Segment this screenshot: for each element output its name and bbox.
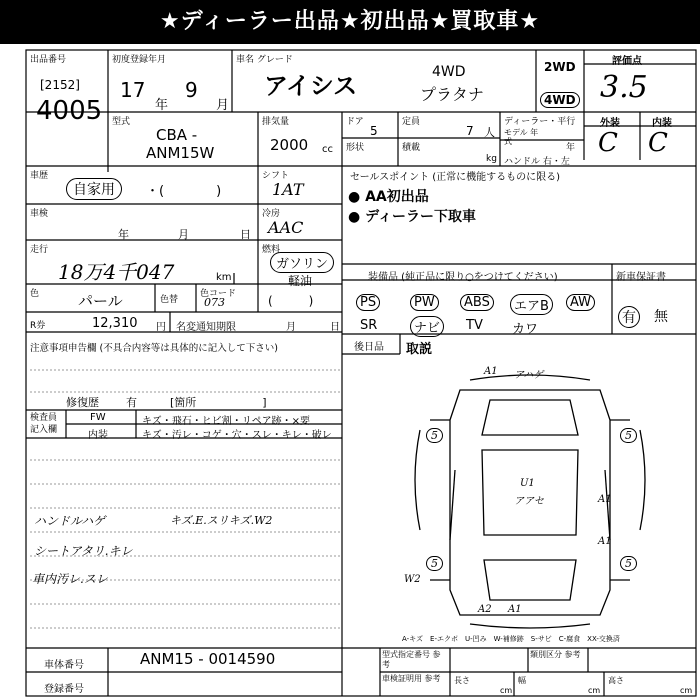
color-change-label: 色替: [160, 295, 179, 305]
shift-value: 1AT: [272, 180, 304, 199]
sales-item-2-text: ディーラー下取車: [365, 209, 476, 225]
shaken-year: 年: [118, 228, 129, 241]
inspector-int-text: キズ・汚レ・コゲ・穴・スレ・キレ・破レ: [142, 430, 332, 441]
mileage-unit: km: [216, 272, 232, 283]
mark-a-ase: アアセ: [514, 496, 544, 507]
equip-aw: AW: [566, 294, 595, 311]
shaken-label: 車検: [30, 209, 49, 219]
class-label: 類別区分 参考: [530, 650, 581, 659]
mileage-value: 18万4千047: [58, 260, 175, 284]
year-label: 年: [566, 143, 576, 153]
drive-text: 4WD: [432, 64, 466, 80]
year-unit: 年: [155, 98, 169, 113]
chassis-value: ANM15 - 0014590: [140, 650, 276, 668]
inspector-fw: FW: [90, 412, 106, 423]
type-number-label: 型式指定番号 参考: [382, 650, 441, 669]
recycle-unit: 円: [156, 322, 166, 333]
model-year-label: モデル 年式: [504, 128, 539, 146]
handle-label: ハンドル 右・左: [504, 157, 570, 167]
drive-label: 2WD: [544, 60, 576, 74]
repair-value: 有: [126, 396, 137, 409]
car-name: アイシス: [264, 72, 358, 100]
mark-5-front-left: 5: [426, 428, 443, 443]
mark-u1: U1: [520, 478, 535, 489]
equip-tv: TV: [466, 318, 483, 333]
doors: 5: [370, 124, 378, 138]
shape-label: 形状: [346, 143, 365, 153]
note-1: ハンドルハゲ: [34, 514, 106, 528]
name-label: 車名 グレード: [236, 55, 293, 65]
reg-label: 初度登録年月: [112, 55, 167, 65]
sales-item-1: ● AA初出品: [348, 189, 429, 205]
load-label: 積載: [402, 143, 421, 153]
warranty-yes: 有: [618, 306, 640, 328]
interior-grade: C: [648, 128, 668, 158]
sales-item-1-text: AA初出品: [365, 189, 429, 205]
equip-ps: PS: [356, 294, 380, 311]
ac-label: 冷房: [262, 209, 281, 219]
lot-number: 4005: [36, 96, 103, 126]
mark-a2: A2: [478, 604, 492, 615]
color-code: 073: [204, 296, 225, 309]
tax-day: 日: [330, 322, 340, 333]
model-2: ANM15W: [146, 144, 215, 162]
cert-label: 車検証明用 参考: [382, 674, 441, 683]
drive-value: 4WD: [540, 92, 580, 108]
length-label: 長さ: [454, 676, 470, 685]
warranty-no: 無: [654, 309, 668, 325]
color-value: パール: [78, 292, 123, 310]
cap-label: 定員: [402, 117, 421, 127]
mark-w2: W2: [404, 574, 421, 585]
height-unit: cm: [680, 686, 693, 695]
displacement: 2000: [270, 136, 309, 154]
recycle-value: 12,310: [92, 316, 138, 331]
color-code-label: 色コード: [200, 289, 237, 299]
shaken-day: 日: [240, 228, 251, 241]
mark-a1-top: A1: [484, 366, 498, 377]
warranty-label: 新車保証書: [616, 272, 666, 283]
header-banner: ★ディーラー出品★初出品★買取車★: [0, 0, 700, 44]
history-label: 車歴: [30, 171, 49, 181]
history-value: 自家用: [66, 178, 122, 200]
cap-unit: 人: [484, 126, 495, 139]
color-label: 色: [30, 289, 40, 299]
month-unit: 月: [216, 98, 230, 113]
rear-label: 後日品: [354, 342, 384, 353]
repair-location: [箇所 ]: [170, 396, 267, 409]
equip-leather: カワ: [512, 322, 539, 337]
color-paren: ( ): [268, 294, 314, 308]
model-1: CBA -: [156, 126, 198, 144]
fuel-option: 軽油: [288, 274, 313, 288]
mileage-label: 走行: [30, 245, 49, 255]
disp-label: 排気量: [262, 117, 290, 127]
grade-text: プラタナ: [420, 85, 484, 104]
length-unit: cm: [500, 686, 513, 695]
inspector-fw-text: キズ・飛石・ヒビ割・リペア跡・×要: [142, 416, 310, 427]
chassis-label: 車体番号: [44, 660, 84, 671]
exterior-label: 外装: [600, 118, 620, 129]
equip-abs: ABS: [460, 294, 494, 311]
door-label: ドア: [346, 117, 364, 127]
score-label: 評価点: [612, 56, 642, 67]
note-4: 車内汚レ.スレ: [32, 572, 108, 586]
exterior-grade: C: [598, 128, 618, 158]
diagram-legend: A-キズ E-エクボ U-凹み W-補修跡 S-サビ C-腐食 XX-交換済: [402, 635, 620, 643]
width-unit: cm: [588, 686, 601, 695]
history-paren: ・( ): [146, 184, 222, 199]
shaken-month: 月: [178, 228, 189, 241]
note-2: キズ.E.スリキズ.W2: [170, 514, 273, 527]
fuel-value: ガソリン: [270, 252, 334, 273]
lot-label: 出品番号: [30, 55, 67, 65]
inspector-interior: 内装: [88, 430, 108, 441]
width-label: 幅: [518, 676, 526, 685]
model-label: 型式: [112, 117, 131, 127]
mark-5-rear-right: 5: [620, 556, 637, 571]
reg-year: 17: [120, 78, 146, 102]
repair-label: 修復歴: [66, 396, 99, 409]
mark-5-front-right: 5: [620, 428, 637, 443]
lot-subnumber: [2152]: [40, 78, 80, 92]
note-3: シートアタリ.キレ: [34, 544, 133, 558]
equip-navi: ナビ: [410, 316, 444, 337]
recycle-label: R券: [30, 321, 46, 331]
sales-label: セールスポイント (正常に機能するものに限る): [350, 172, 561, 183]
equip-sr: SR: [360, 318, 378, 333]
fuel-label: 燃料: [262, 245, 281, 255]
equipment-label: 装備品 (純正品に限り○をつけてください): [368, 272, 558, 283]
rear-value: 取説: [406, 342, 433, 357]
height-label: 高さ: [608, 676, 624, 685]
inspector-label: 検査員 記入欄: [30, 413, 58, 435]
equip-pw: PW: [410, 294, 439, 311]
mark-a-hage: アハゲ: [514, 370, 544, 381]
notes-label: 注意事項申告欄 (不具合内容等は具体的に記入して下さい): [30, 343, 278, 354]
tax-month: 月: [286, 322, 296, 333]
disp-unit: cc: [322, 144, 333, 155]
shift-label: シフト: [262, 171, 290, 181]
mark-a1-right: A1: [598, 494, 612, 505]
mark-a1-right-rear: A1: [598, 536, 612, 547]
sales-item-2: ● ディーラー下取車: [348, 209, 476, 225]
load-unit: kg: [486, 154, 497, 164]
mark-5-rear-left: 5: [426, 556, 443, 571]
interior-label: 内装: [652, 118, 672, 129]
mark-a1-rear: A1: [508, 604, 522, 615]
capacity: 7: [466, 124, 474, 138]
equip-airbag: エアB: [510, 294, 553, 315]
reg-month: 9: [185, 78, 198, 102]
tax-label: 名変通知期限: [176, 322, 236, 333]
registration-label: 登録番号: [44, 684, 84, 695]
ac-value: AAC: [268, 218, 304, 237]
score-value: 3.5: [600, 70, 648, 105]
dealer-label: ディーラー・平行: [504, 117, 576, 127]
